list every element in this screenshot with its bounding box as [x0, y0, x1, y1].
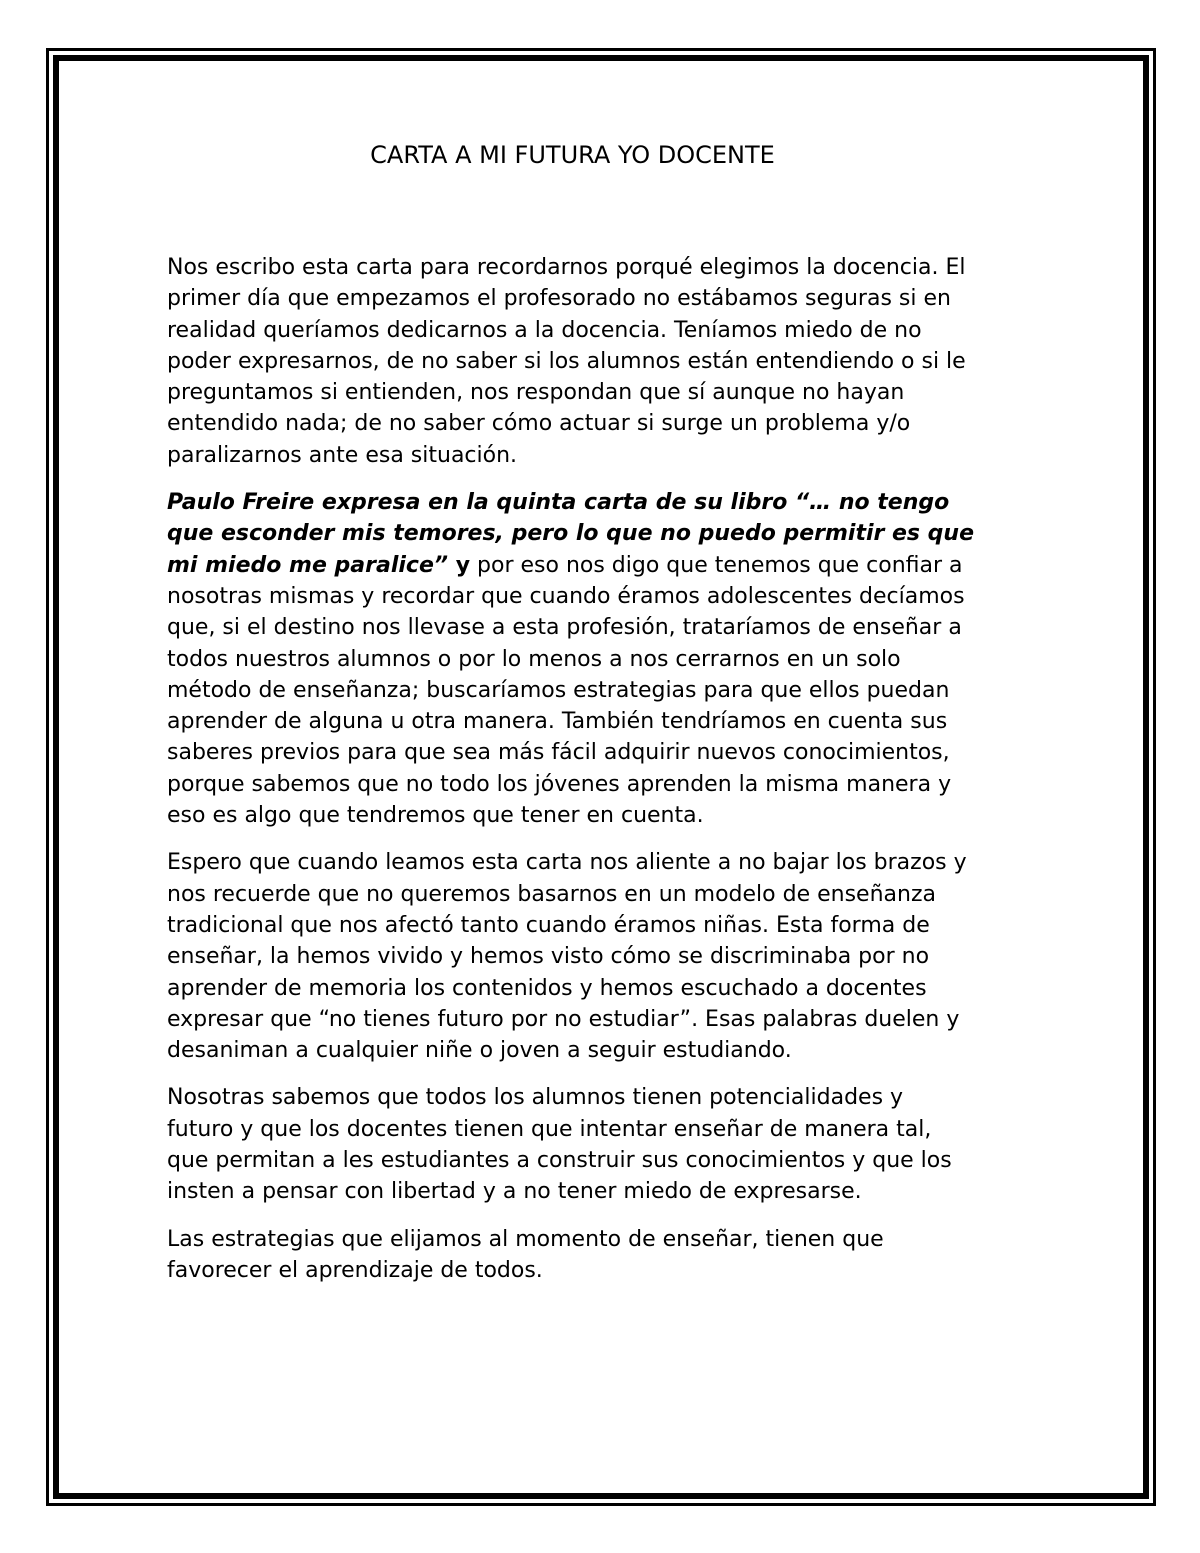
quote-conjunction: y: [448, 552, 471, 578]
text-line: que permitan a les estudiantes a construir sus conocimientos y que los: [167, 1148, 952, 1174]
text-line: que, si el destino nos llevase a esta profesión, trataríamos de enseñar a: [167, 615, 962, 641]
text-line: nos recuerde que no queremos basarnos en un modelo de enseñanza: [167, 881, 936, 907]
text-line: eso es algo que tendremos que tener en cuenta.: [167, 803, 704, 829]
text-line: poder expresarnos, de no saber si los alumnos están entendiendo o si le: [167, 348, 966, 374]
text-line: realidad queríamos dedicarnos a la docencia. Teníamos miedo de no: [167, 317, 922, 343]
letter-body: [167, 252, 1047, 1302]
text-line: futuro y que los docentes tienen que intentar enseñar de manera tal,: [167, 1116, 932, 1142]
text-line: tradicional que nos afectó tanto cuando éramos niñas. Esta forma de: [167, 912, 930, 938]
text-line: paralizarnos ante esa situación.: [167, 442, 518, 468]
quote-end: mi miedo me paralice”: [167, 552, 449, 578]
text-line: enseñar, la hemos vivido y hemos visto cómo se discriminaba por no: [167, 944, 930, 970]
text-line: primer día que empezamos el profesorado no estábamos seguras si en: [167, 286, 951, 312]
paragraph-hope: [167, 847, 1047, 1066]
document-title: CARTA A MI FUTURA YO DOCENTE: [370, 141, 775, 169]
text-line: favorecer el aprendizaje de todos.: [167, 1257, 543, 1283]
quote-line-mixed: [167, 550, 1047, 581]
paragraph-strategies: [167, 1224, 1047, 1287]
text-line: método de enseñanza; buscaríamos estrategias para que ellos puedan: [167, 677, 950, 703]
text-line: desaniman a cualquier niñe o joven a seguir estudiando.: [167, 1038, 792, 1064]
text-line: Espero que cuando leamos esta carta nos aliente a no bajar los brazos y: [167, 850, 967, 876]
text-line: Las estrategias que elijamos al momento de enseñar, tienen que: [167, 1226, 884, 1252]
text-line: Nosotras sabemos que todos los alumnos tienen potencialidades y: [167, 1085, 904, 1111]
text-line: entendido nada; de no saber cómo actuar si surge un problema y/o: [167, 411, 911, 437]
text-line: todos nuestros alumnos o por lo menos a nos cerrarnos en un solo: [167, 646, 901, 672]
text-line: preguntamos si entienden, nos respondan que sí aunque no hayan: [167, 380, 905, 406]
text-line: expresar que “no tienes futuro por no estudiar”. Esas palabras duelen y: [167, 1006, 960, 1032]
paragraph-intro: [167, 252, 1047, 471]
text-line: saberes previos para que sea más fácil adquirir nuevos conocimientos,: [167, 740, 950, 766]
text-line: aprender de memoria los contenidos y hemos escuchado a docentes: [167, 975, 927, 1001]
quote-line: Paulo Freire expresa en la quinta carta de su libro “… no tengo: [167, 490, 950, 516]
text-line: insten a pensar con libertad y a no tener miedo de expresarse.: [167, 1179, 862, 1205]
quote-continuation: por eso nos digo que tenemos que confiar a: [470, 552, 963, 578]
text-line: porque sabemos que no todo los jóvenes aprenden la misma manera y: [167, 771, 952, 797]
text-line: Nos escribo esta carta para recordarnos porqué elegimos la docencia. El: [167, 255, 966, 280]
text-line: aprender de alguna u otra manera. También tendríamos en cuenta sus: [167, 709, 948, 735]
paragraph-potential: [167, 1082, 1047, 1207]
text-line: nosotras mismas y recordar que cuando éramos adolescentes decíamos: [167, 583, 965, 609]
paragraph-freire-quote: [167, 487, 1047, 831]
quote-line: que esconder mis temores, pero lo que no puedo permitir es que: [167, 521, 975, 547]
